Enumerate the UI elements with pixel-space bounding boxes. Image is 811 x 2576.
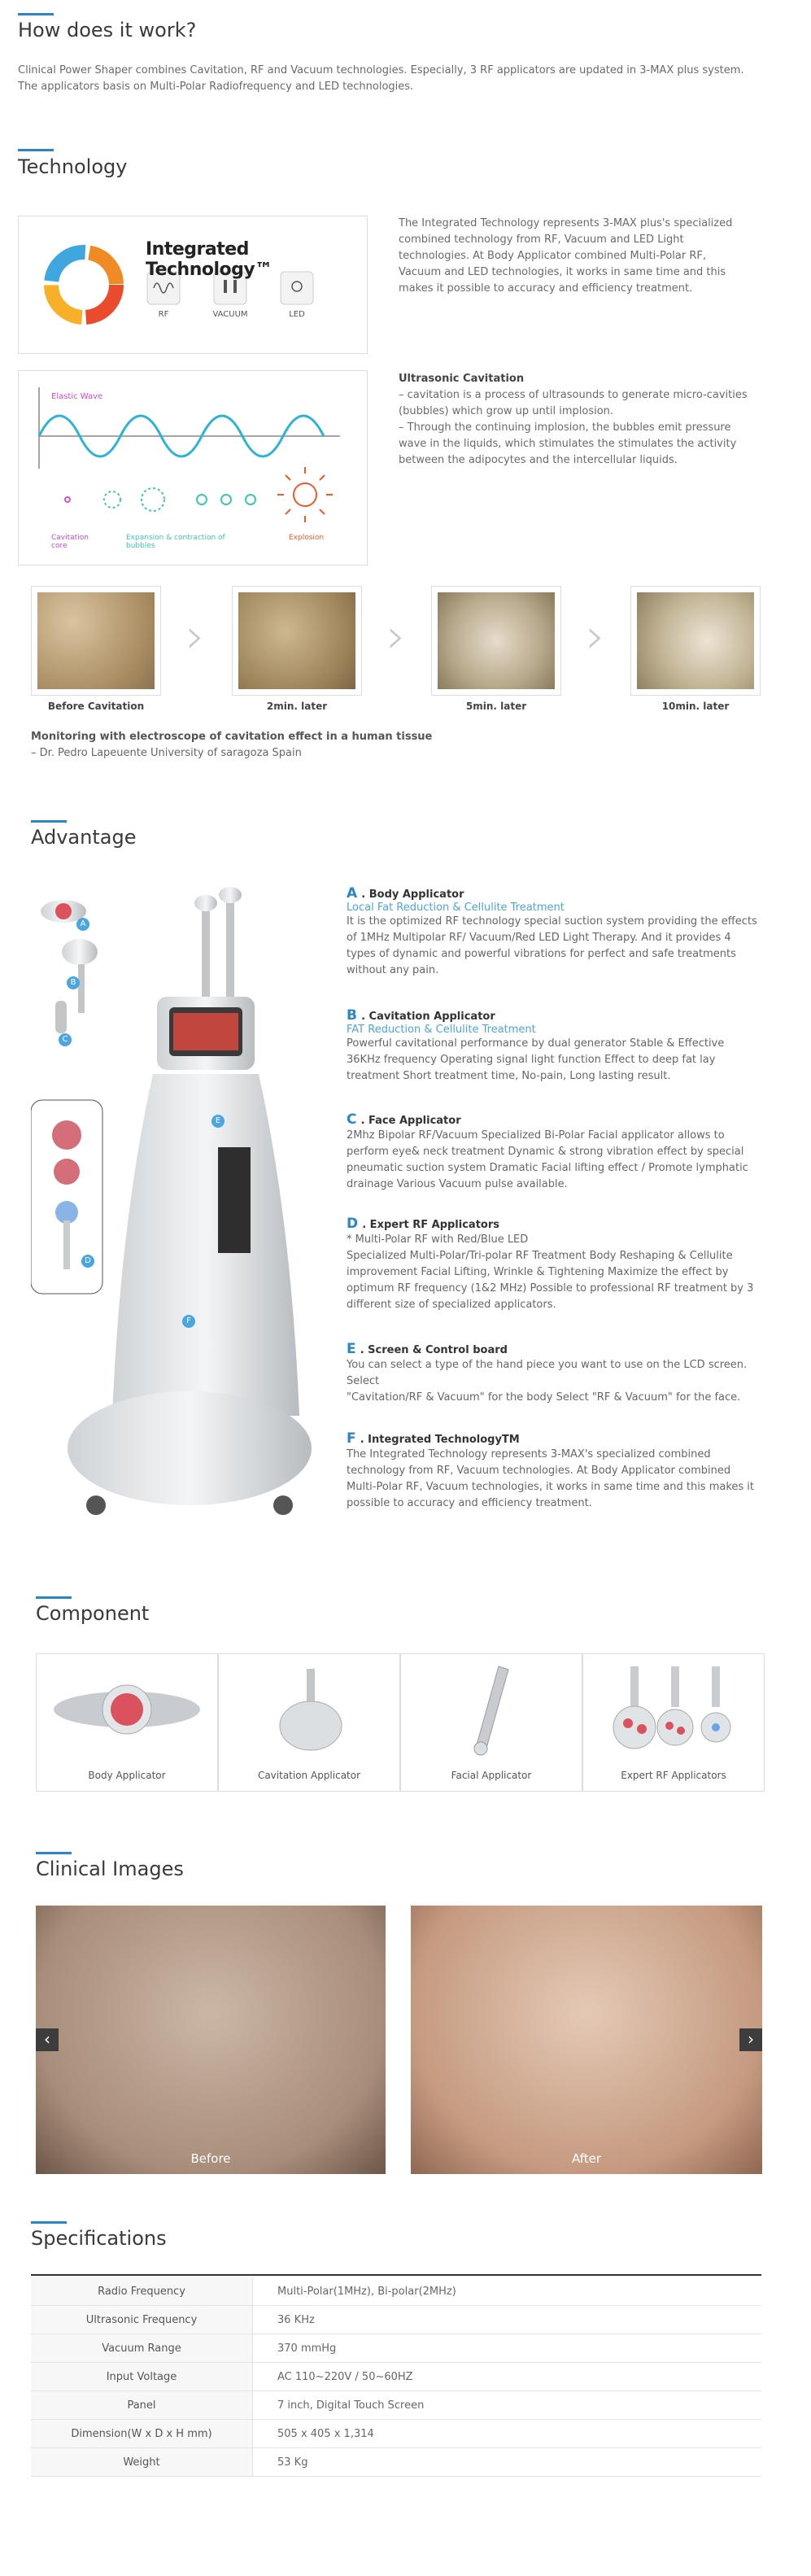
microscope-image-before <box>31 586 161 696</box>
section-accent-bar <box>36 1596 72 1599</box>
specs-title: Specifications <box>31 2227 167 2250</box>
step-caption-before: Before Cavitation <box>47 701 145 712</box>
icon-label-led: LED <box>289 310 305 319</box>
marker-b: B <box>67 976 80 989</box>
table-row <box>31 2363 761 2391</box>
component-label-expert-rf: Expert RF Applicators <box>621 1770 726 1781</box>
spec-value: 53 Kg <box>253 2448 762 2477</box>
spec-key: Vacuum Range <box>31 2334 253 2363</box>
advantage-item-b <box>347 1007 761 1085</box>
explosion-label: Explosion <box>289 534 325 542</box>
advantage-item-c <box>347 1111 761 1193</box>
integrated-title: Integrated Technology™ <box>146 239 273 280</box>
step-caption-5min: 5min. later <box>465 701 527 712</box>
marker-d: D <box>81 1255 94 1268</box>
adv-body-e: You can select a type of the hand piece you want to use on the LCD screen. Select "Cavitation/RF & Vacuum" for the body Select "RF & Vacuum" for the face. <box>347 1359 748 1404</box>
carousel-next-button[interactable]: › <box>739 2028 762 2051</box>
adv-title-a: . Body Applicator <box>361 889 464 901</box>
spec-value: Multi-Polar(1MHz), Bi-polar(2MHz) <box>253 2277 762 2306</box>
step-caption-2min: 2min. later <box>266 701 328 712</box>
monitor-credit: – Dr. Pedro Lapeuente University of saragoza Spain <box>31 747 302 759</box>
spec-key: Radio Frequency <box>31 2277 253 2306</box>
marker-a: A <box>76 918 89 931</box>
specs-top-rule <box>31 2274 761 2276</box>
section-accent-bar <box>18 149 54 151</box>
after-label: After <box>571 2151 602 2166</box>
microscope-image-2min <box>232 586 362 696</box>
adv-letter-d: D <box>347 1216 359 1232</box>
adv-body-f: The Integrated Technology represents 3-MAX's specialized combined technology from RF, Vacuum technologies. At Body Applicator combined Multi-Polar RF, Vacuum technologies, it works in same time and this makes it possible to accuracy and efficiency treatment. <box>347 1448 755 1509</box>
component-card-facial[interactable] <box>400 1653 582 1792</box>
component-card-cavitation[interactable] <box>218 1653 400 1792</box>
section-accent-bar <box>36 1852 72 1854</box>
spec-value: 370 mmHg <box>253 2334 762 2363</box>
technology-title: Technology <box>18 155 128 178</box>
icon-label-rf: RF <box>158 310 169 319</box>
cavitation-diagram <box>18 370 368 565</box>
cavitation-title: Ultrasonic Cavitation <box>399 373 525 385</box>
adv-body-b: Powerful cavitational performance by dual generator Stable & Effective 36KHz frequency Operating signal light function Effect to deep fat lay treatment Short treatment time, No-pain, Long lasting result. <box>347 1037 725 1082</box>
monitor-title: Monitoring with electroscope of cavitation effect in a human tissue <box>31 731 433 743</box>
table-row <box>31 2277 761 2306</box>
spec-key: Dimension(W x D x H mm) <box>31 2420 253 2448</box>
spec-key: Ultrasonic Frequency <box>31 2306 253 2334</box>
spec-key: Weight <box>31 2448 253 2477</box>
how-desc-line2: The applicators basis on Multi-Polar Radiofrequency and LED technologies. <box>18 81 414 93</box>
table-row <box>31 2420 761 2448</box>
microscope-image-10min <box>630 586 761 696</box>
adv-sub-a: Local Fat Reduction & Cellulite Treatment <box>347 902 565 914</box>
cavitation-text2: – Through the continuing implosion, the bubbles emit pressure wave in the liquids, which stimulates the stimulates the activity between the adipocytes and the intercellular liquids. <box>399 421 737 466</box>
section-accent-bar <box>31 820 67 823</box>
chevron-right-icon: › <box>586 608 605 665</box>
component-label-cavitation: Cavitation Applicator <box>257 1770 361 1781</box>
section-accent-bar <box>31 2221 67 2224</box>
table-row <box>31 2306 761 2334</box>
advantage-title: Advantage <box>31 826 137 849</box>
adv-letter-f: F <box>347 1430 356 1447</box>
body-applicator-image <box>37 1654 217 1760</box>
adv-letter-b: B <box>347 1007 357 1024</box>
adv-letter-a: A <box>347 885 358 902</box>
cavitation-text <box>399 371 756 469</box>
integrated-technology-logo <box>18 216 368 354</box>
spec-value: 36 KHz <box>253 2306 762 2334</box>
facial-applicator-image <box>401 1654 582 1760</box>
component-title: Component <box>36 1602 150 1625</box>
adv-title-b: . Cavitation Applicator <box>361 1011 495 1023</box>
adv-body-a: It is the optimized RF technology special suction system providing the effects of 1MHz Multipolar RF/ Vacuum/Red LED Light Therapy. And it provides 4 types of dynamic and powerful vibrations for perfect and safe treatments without any pain. <box>347 915 757 976</box>
spec-key: Panel <box>31 2391 253 2420</box>
adv-title-f: . Integrated TechnologyTM <box>360 1434 520 1446</box>
specs-table <box>31 2277 761 2477</box>
step-caption-10min: 10min. later <box>661 701 730 712</box>
adv-title-e: . Screen & Control board <box>360 1344 508 1356</box>
expert-rf-applicators-image <box>583 1654 764 1760</box>
integrated-cycle-icon <box>19 216 367 353</box>
integrated-text: The Integrated Technology represents 3-MAX plus's specialized combined technology from RF, Vacuum and LED Light technologies. At Body Applicator combined Multi-Polar RF, Vacuum and LED technologies, it works in same time and this makes it possible to accuracy and efficiency treatment. <box>399 217 733 295</box>
adv-sub-b: FAT Reduction & Cellulite Treatment <box>347 1024 536 1036</box>
table-row <box>31 2448 761 2477</box>
carousel-prev-button[interactable]: ‹ <box>36 2028 59 2051</box>
machine-illustration <box>31 887 340 1566</box>
clinical-after-image <box>411 1906 762 2174</box>
how-desc-line1: Clinical Power Shaper combines Cavitation, RF and Vacuum technologies. Especially, 3 RF applicators are updated in 3-MAX plus system. <box>18 64 744 76</box>
microscope-image-5min <box>431 586 561 696</box>
how-title: How does it work? <box>18 19 197 41</box>
spec-value: 7 inch, Digital Touch Screen <box>253 2391 762 2420</box>
adv-letter-c: C <box>347 1111 357 1128</box>
before-label: Before <box>190 2151 231 2166</box>
advantage-item-a <box>347 885 761 979</box>
cavitation-applicator-image <box>219 1654 399 1760</box>
adv-title-c: . Face Applicator <box>360 1115 461 1127</box>
component-label-facial: Facial Applicator <box>451 1770 532 1781</box>
adv-title-d: . Expert RF Applicators <box>362 1219 499 1231</box>
clinical-title: Clinical Images <box>36 1858 184 1880</box>
marker-f: F <box>182 1315 195 1328</box>
advantage-item-e <box>347 1341 761 1406</box>
chevron-right-icon: › <box>386 608 406 665</box>
icon-label-vacuum: VACUUM <box>212 310 248 319</box>
component-card-body[interactable] <box>36 1653 218 1792</box>
spec-value: AC 110~220V / 50~60HZ <box>253 2363 762 2391</box>
section-accent-bar <box>18 13 54 15</box>
advantage-item-d <box>347 1216 761 1313</box>
elastic-wave-label: Elastic Wave <box>51 392 103 401</box>
how-desc <box>18 63 774 95</box>
marker-e: E <box>211 1115 225 1128</box>
chevron-right-icon: › <box>185 608 205 665</box>
adv-letter-e: E <box>347 1341 356 1357</box>
adv-body-c: 2Mhz Bipolar RF/Vacuum Specialized Bi-Polar Facial applicator allows to perform eye& neck treatment Dynamic & strong vibration effect by special pneumatic suction system Dramatic Facial lifting effect / Promote lymphatic drainage Various Vacuum pulse available. <box>347 1129 748 1190</box>
adv-body-d: * Multi-Polar RF with Red/Blue LED Specialized Multi-Polar/Tri-polar RF Treatment Body Reshaping & Cellulite improvement Facial Lifting, Wrinkle & Tightening Maximize the effect by optimum RF frequency (1&2 MHz) Possible to professional RF treatment by 3 different size of specialized applicators. <box>347 1233 754 1311</box>
table-row <box>31 2334 761 2363</box>
cavitation-core-label: Cavitation core <box>51 534 89 550</box>
component-label-body: Body Applicator <box>88 1770 166 1781</box>
clinical-before-image <box>36 1906 386 2174</box>
spec-value: 505 x 405 x 1,314 <box>253 2420 762 2448</box>
component-card-expert-rf[interactable] <box>582 1653 765 1792</box>
table-row <box>31 2391 761 2420</box>
spec-key: Input Voltage <box>31 2363 253 2391</box>
machine-image <box>31 887 340 1566</box>
advantage-item-f <box>347 1430 761 1512</box>
cavitation-text1: – cavitation is a process of ultrasounds to generate micro-cavities (bubbles) which grow up until implosion. <box>399 389 748 417</box>
marker-c: C <box>59 1033 72 1046</box>
expansion-label: Expansion & contraction of bubbles <box>126 534 225 550</box>
